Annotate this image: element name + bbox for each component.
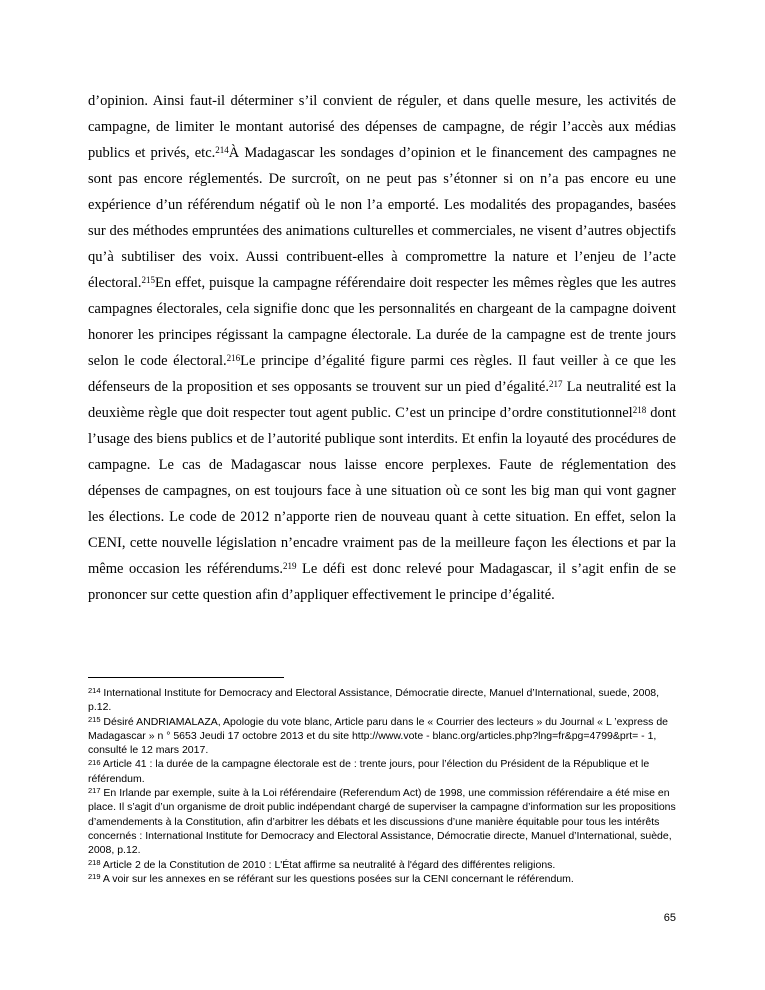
footnote-number: 217 <box>88 786 101 796</box>
footnote-text: A voir sur les annexes en se référant sur les questions posées sur la CENI concernant le référendum. <box>100 872 574 885</box>
footnote-ref-219[interactable]: 219 <box>282 560 297 571</box>
body-text-segment: À Madagascar les sondages d’opinion et le financement des campagnes ne sont pas encore réglementés. De surcroît, on ne peut pas s’étonner si on n’a pas encore eu une expérience d’un référendum négatif où le non l’a emporté. Les modalités des propagandes, basées sur des méthodes empruntées des animations culturelles et commerciales, ne visent d’autres objectifs qu’à subtiliser des voix. Aussi contribuent-elles à compromettre la nature et l’enjeu de l’acte électoral. <box>88 145 677 291</box>
footnotes-section <box>88 686 678 886</box>
footnote-ref-216[interactable]: 216 <box>226 352 241 363</box>
footnote-text: International Institute for Democracy and Electoral Assistance, Démocratie directe, Manuel d’International, suede, 2008, p.12. <box>88 687 660 714</box>
footnote-separator <box>88 677 284 678</box>
footnote-number: 219 <box>88 872 101 882</box>
footnote-text: En Irlande par exemple, suite à la Loi référendaire (Referendum Act) de 1998, une commission référendaire a été mise en place. Il s’agit d’un organisme de droit public indépendant chargé de superviser la campagne d’information sur les propositions d’amendements à la Constitution, afin d’arbitrer les débats et les discussions d’une manière équitable pour tous les intérêts concernés : International Institute for Democracy and Electoral Assistance, Démocratie directe, Manuel d’International, suède, 2008, p.12. <box>88 787 676 857</box>
footnote-214 <box>88 686 678 715</box>
footnote-ref-214[interactable]: 214 <box>215 144 229 155</box>
footnote-ref-218[interactable]: 218 <box>632 404 647 415</box>
footnote-ref-215[interactable]: 215 <box>141 274 156 285</box>
footnote-216 <box>88 757 678 786</box>
footnote-text: Article 41 : la durée de la campagne électorale est de : trente jours, pour l’élection du Président de la République et le référendum. <box>88 758 650 785</box>
footnote-219 <box>88 872 678 886</box>
page-number: 65 <box>663 912 676 924</box>
footnote-text: Désiré ANDRIAMALAZA, Apologie du vote blanc, Article paru dans le « Courrier des lecteurs » du Journal « L ’express de Madagascar » n ° 5653 Jeudi 17 octobre 2013 et du site http://www.vote - blanc.org/articles.php?lng=fr&pg=4799&prt= - 1, consulté le 12 mars 2017. <box>88 715 669 757</box>
footnote-217 <box>88 786 678 857</box>
footnote-number: 214 <box>88 686 101 696</box>
footnote-number: 216 <box>88 757 101 767</box>
body-text-segment: d’opinion. Ainsi faut-il déterminer s’il convient de réguler, et dans quelle mesure, les activités de campagne, de limiter le montant autorisé des dépenses de campagne, de régir l’accès aux médias publics et privés, etc. <box>88 93 676 161</box>
body-text-segment: Le principe d’égalité figure parmi ces règles. Il faut veiller à ce que les défenseurs de la proposition et ses opposants se trouvent sur un pied d’égalité. <box>88 353 676 395</box>
footnote-215 <box>88 715 678 758</box>
body-text-segment: En effet, puisque la campagne référendaire doit respecter les mêmes règles que les autres campagnes électorales, cela signifie donc que les personnalités en chargeant de la campagne doivent honorer les principes régissant la campagne électorale. La durée de la campagne est de trente jours selon le code électoral. <box>88 275 676 369</box>
body-paragraph <box>88 88 676 608</box>
body-text-segment: Le défi est donc relevé pour Madagascar, il s’agit enfin de se prononcer sur cette question afin d’appliquer effectivement le principe d’égalité. <box>88 561 676 603</box>
footnote-text: Article 2 de la Constitution de 2010 : L'État affirme sa neutralité à l'égard des différentes religions. <box>100 858 556 871</box>
body-text-segment: La neutralité est la deuxième règle que doit respecter tout agent public. C’est un principe d’ordre constitutionnel <box>88 379 677 421</box>
footnote-ref-217[interactable]: 217 <box>549 378 563 389</box>
footnote-number: 218 <box>88 857 101 867</box>
footnote-218 <box>88 858 678 872</box>
body-text-segment: dont l’usage des biens publics et de l’autorité publique sont interdits. Et enfin la loyauté des procédures de campagne. Le cas de Madagascar nous laisse encore perplexes. Faute de réglementation des dépenses de campagnes, on est toujours face à une situation où ce sont les big man qui vont gagner les élections. Le code de 2012 n’apporte rien de nouveau quant à cette situation. En effet, selon la CENI, cette nouvelle législation n’encadre vraiment pas de la meilleure façon les élections et par la même occasion les référendums. <box>88 405 676 577</box>
footnote-number: 215 <box>88 714 101 724</box>
